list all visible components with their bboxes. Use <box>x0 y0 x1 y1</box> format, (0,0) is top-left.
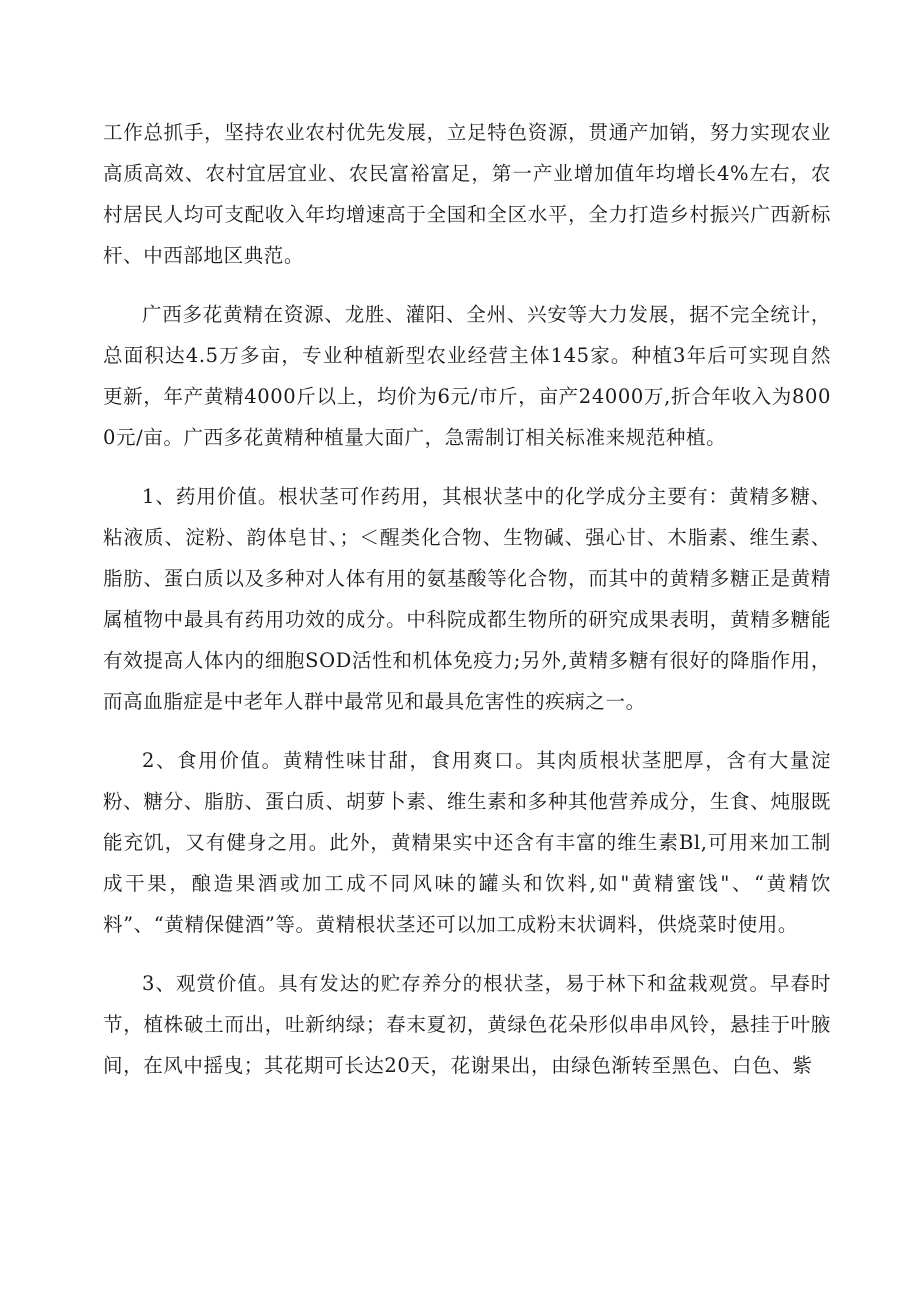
paragraph-gap <box>103 458 831 476</box>
paragraph-medicinal-value: 1、药用价值。根状茎可作药用，其根状茎中的化学成分主要有：黄精多糖、粘液质、淀粉、韵体皂甘、；＜醒类化合物、生物碱、强心甘、木脂素、维生素、脂肪、蛋白质以及多种对人体有用的氨基酸等化合物，而其中的黄精多糖正是黄精属植物中最具有药用功效的成分。中科院成都生物所的研究成果表明，黄精多糖能有效提高人体内的细胞SOD活性和机体免疫力;另外,黄精多糖有很好的降脂作用，而高血脂症是中老年人群中最常见和最具危害性的疾病之一。 <box>103 485 831 713</box>
paragraph-guangxi-polygonatum: 广西多花黄精在资源、龙胜、灌阳、全州、兴安等大力发展，据不完全统计，总面积达4.5万多亩，专业种植新型农业经营主体145家。种植3年后可实现自然更新，年产黄精4000斤以上，均价为6元/市斤，亩产24000万,折合年收入为8000元/亩。广西多花黄精种植量大面广，急需制订相关标准来规范种植。 <box>103 303 831 449</box>
document-body <box>103 112 831 1086</box>
paragraph-edible-value: 2、食用价值。黄精性味甘甜，食用爽口。其肉质根状茎肥厚，含有大量淀粉、糖分、脂肪、蛋白质、胡萝卜素、维生素和多种其他营养成分，生食、炖服既能充饥，又有健身之用。此外，黄精果实中还含有丰富的维生素Bl,可用来加工制成干果，酿造果酒或加工成不同风味的罐头和饮料,如"黄精蜜饯"、“黄精饮料”、“黄精保健酒”等。黄精根状茎还可以加工成粉末状调料，供烧菜时使用。 <box>103 749 831 936</box>
paragraph-ornamental-value: 3、观赏价值。具有发达的贮存养分的根状茎，易于林下和盆栽观赏。早春时节，植株破土而出，吐新纳绿；春末夏初，黄绿色花朵形似串串风铃，悬挂于叶腋间，在风中摇曳；其花期可长达20天，花谢果出，由绿色渐转至黑色、白色、紫 <box>103 972 831 1077</box>
paragraph-gap <box>103 722 831 740</box>
paragraph-gap <box>103 945 831 963</box>
paragraph-gap <box>103 276 831 294</box>
paragraph-continuation: 工作总抓手，坚持农业农村优先发展，立足特色资源，贯通产加销，努力实现农业高质高效、农村宜居宜业、农民富裕富足，第一产业增加值年均增长4%左右，农村居民人均可支配收入年均增速高于全国和全区水平，全力打造乡村振兴广西新标杆、中西部地区典范。 <box>103 121 831 267</box>
